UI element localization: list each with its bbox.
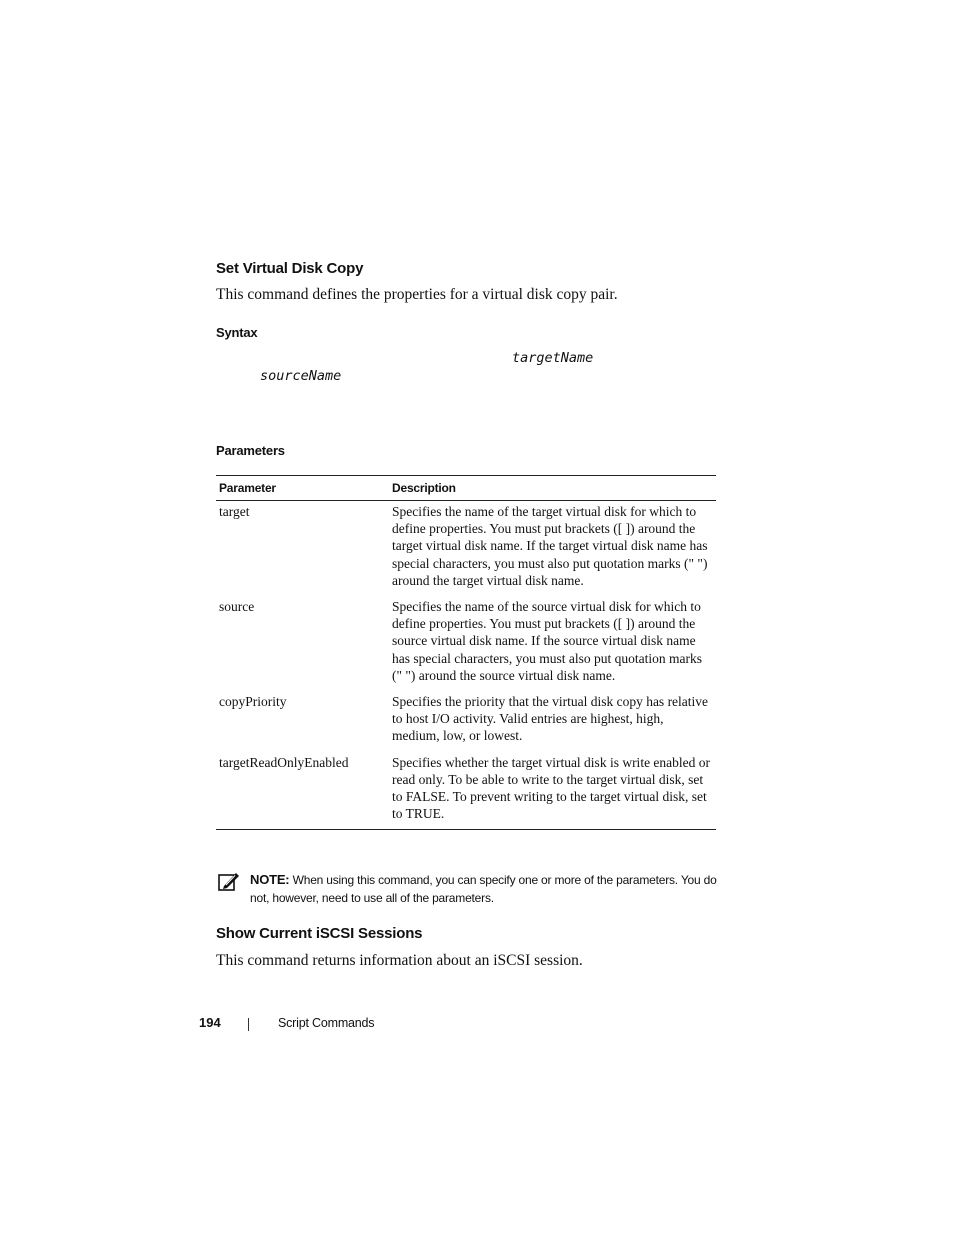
- section-intro: This command returns information about an iSCSI session.: [216, 952, 583, 969]
- syntax-heading: Syntax: [216, 325, 258, 340]
- parameters-heading: Parameters: [216, 443, 285, 458]
- table-row: [216, 752, 716, 830]
- note-label: NOTE:: [250, 872, 290, 887]
- syntax-target-name: targetName: [512, 350, 594, 366]
- footer-separator: [248, 1018, 249, 1031]
- param-name: copyPriority: [219, 694, 287, 710]
- note-text: When using this command, you can specify one or more of the parameters. You do not, however, need to use all of the parameters.: [250, 873, 717, 905]
- param-description: Specifies the name of the target virtual disk for which to define properties. You must put brackets ([ ]) around the target virtual disk name. If the target virtual disk name has special characters, you must also put quotation marks (" ") around the target virtual disk name.: [392, 504, 708, 588]
- parameters-table: [216, 475, 716, 830]
- table-header-row: [216, 476, 716, 501]
- header-description: Description: [389, 476, 716, 501]
- table-row: [216, 501, 716, 597]
- syntax-source-name: sourceName: [260, 368, 342, 384]
- param-name: source: [219, 599, 255, 615]
- param-description: Specifies the name of the source virtual disk for which to define properties. You must put brackets ([ ]) around the source virtual disk name. If the source virtual disk name has special characters, you must also put quotation marks (" ") around the source virtual disk name.: [392, 599, 703, 683]
- table-row: [216, 596, 716, 691]
- section-heading-set-virtual-disk-copy: Set Virtual Disk Copy: [216, 260, 364, 277]
- footer-chapter-title: Script Commands: [278, 1016, 375, 1030]
- section-heading-show-current-iscsi-sessions: Show Current iSCSI Sessions: [216, 925, 423, 942]
- param-description: Specifies the priority that the virtual disk copy has relative to host I/O activity. Valid entries are highest, high, medium, low, or lowest.: [392, 694, 709, 744]
- section-intro: This command defines the properties for a virtual disk copy pair.: [216, 286, 618, 303]
- table-row: [216, 691, 716, 752]
- header-parameter: Parameter: [216, 476, 389, 501]
- note-block: [250, 871, 725, 907]
- page-number: 194: [199, 1015, 221, 1030]
- param-name: targetReadOnlyEnabled: [219, 754, 349, 770]
- param-description: Specifies whether the target virtual disk is write enabled or read only. To be able to write to the target virtual disk, set to FALSE. To prevent writing to the target virtual disk, set to TRUE.: [392, 754, 711, 822]
- pencil-note-icon: [218, 871, 240, 891]
- param-name: target: [219, 504, 250, 519]
